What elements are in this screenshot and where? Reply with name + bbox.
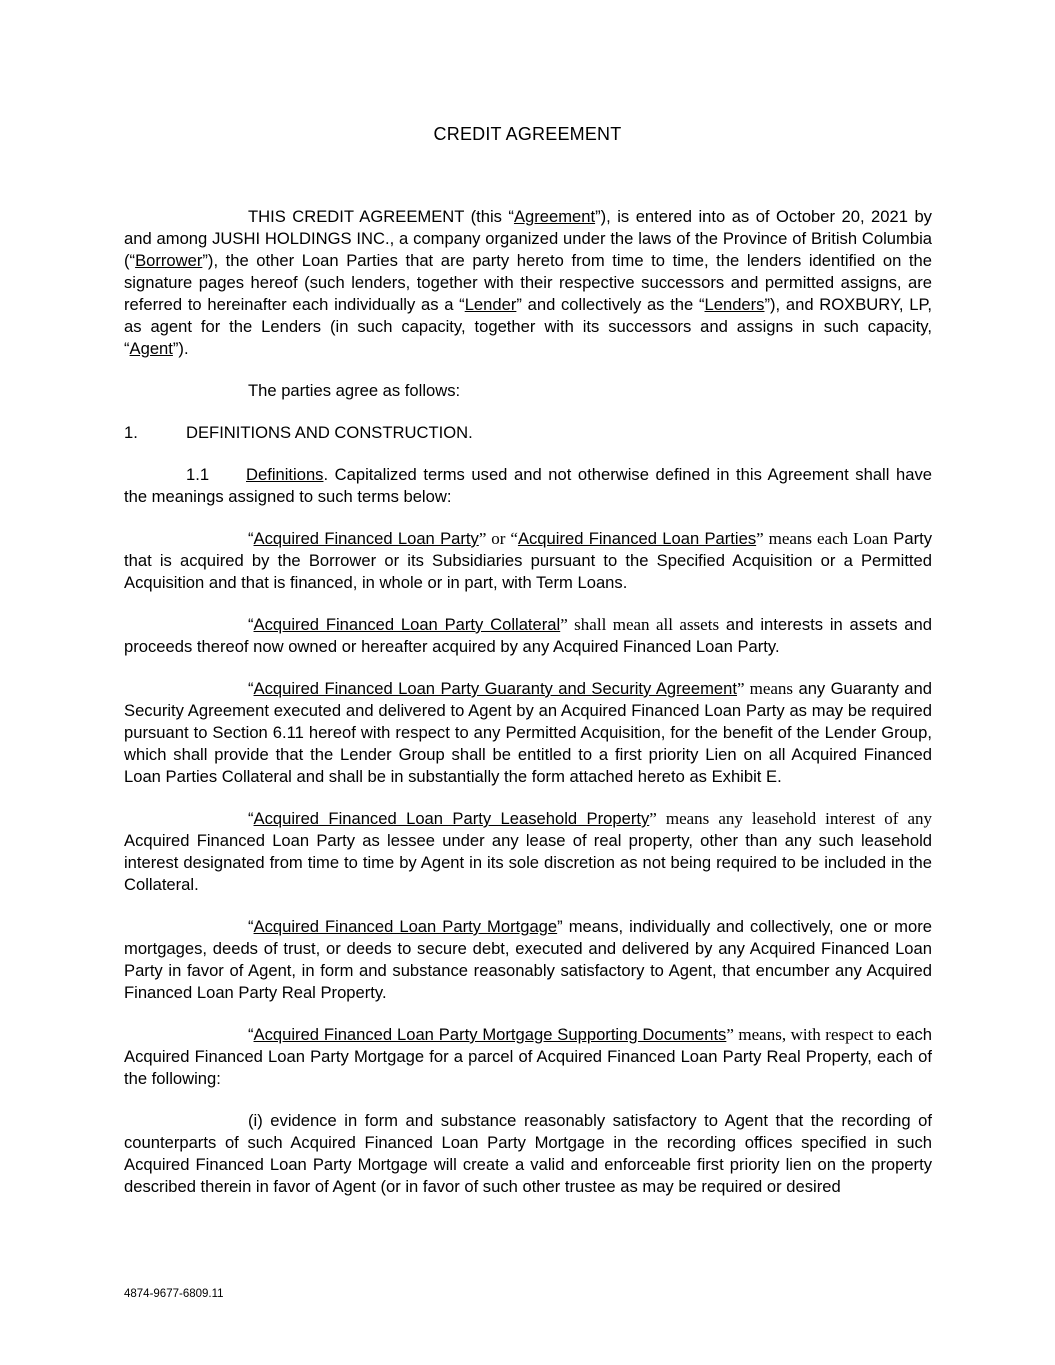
section-1-1-heading: Definitions: [246, 465, 324, 484]
parties-agree-text: The parties agree as follows:: [248, 381, 461, 400]
section-1-title: DEFINITIONS AND CONSTRUCTION.: [186, 423, 473, 442]
borrower-name: JUSHI HOLDINGS INC.: [212, 229, 390, 248]
document-id-footer: 4874-9677-6809.11: [124, 1288, 224, 1300]
defined-term: Acquired Financed Loan Parties: [517, 529, 757, 548]
term-lender: Lender: [464, 295, 517, 314]
definition-paragraph: “Acquired Financed Loan Party Mortgage Supporting Documents” means, with respect to each Acquired Financed Loan Party Mortgage for a parcel of Acquired Financed Loan Party Real Property, each of the following:: [124, 1025, 932, 1088]
definition-paragraph: “Acquired Financed Loan Party Leasehold Property” means any leasehold interest of any Acquired Financed Loan Party as lessee under any lease of real property, other than any such leasehold interest designated from time to time by Agent in its sole discretion as not being required to be included in the Collateral.: [124, 809, 933, 894]
section-1-number: 1.: [124, 423, 138, 442]
term-agreement: Agreement: [513, 207, 596, 226]
term-borrower: Borrower: [135, 251, 203, 270]
defined-term: Acquired Financed Loan Party Leasehold Property: [253, 809, 650, 828]
defined-term: Acquired Financed Loan Party: [253, 529, 479, 548]
document-body: [124, 206, 932, 1198]
section-1-heading: [124, 422, 932, 444]
section-1-1-paragraph: 1.1 Definitions. Capitalized terms used and not otherwise defined in this Agreement shall have the meanings assigned to such terms below:: [124, 465, 932, 506]
definition-paragraph: “Acquired Financed Loan Party Collateral” shall mean all assets and interests in assets and proceeds thereof now owned or hereafter acquired by any Acquired Financed Loan Party.: [124, 615, 932, 656]
definition-paragraph: “Acquired Financed Loan Party Mortgage” means, individually and collectively, one or more mortgages, deeds of trust, or deeds to secure debt, executed and delivered by any Acquired Financed Loan Party in favor of Agent, in form and substance reasonably satisfactory to Agent, that encumber any Acquired Financed Loan Party Real Property.: [124, 917, 932, 1002]
defined-term: Acquired Financed Loan Party Mortgage Supporting Documents: [253, 1025, 727, 1044]
defined-term: Acquired Financed Loan Party Guaranty and Security Agreement: [253, 679, 737, 698]
document-title: CREDIT AGREEMENT: [433, 124, 622, 144]
agent-name: ROXBURY, LP: [819, 295, 928, 314]
defined-term: Acquired Financed Loan Party Collateral: [253, 615, 561, 634]
definition-paragraph: “Acquired Financed Loan Party” or “Acquired Financed Loan Parties” means each Loan Party that is acquired by the Borrower or its Subsidiaries pursuant to the Specified Acquisition or a Permitted Acquisition and that is financed, in whole or in part, with Term Loans.: [124, 529, 933, 592]
intro-lead: THIS CREDIT AGREEMENT: [248, 207, 465, 226]
intro-paragraph: THIS CREDIT AGREEMENT (this “Agreement”), is entered into as of October 20, 2021 by and among JUSHI HOLDINGS INC., a company organized under the laws of the Province of British Columbia (“Borrower”), the other Loan Parties that are party hereto from time to time, the lenders identified on the signature pages hereof (such lenders, together with their respective successors and permitted assigns, are referred to hereinafter each individually as a “Lender” and collectively as the “Lenders”), and ROXBURY, LP, as agent for the Lenders (in such capacity, together with its successors and assigns in such capacity, “Agent”).: [124, 207, 932, 358]
term-lenders: Lenders: [704, 295, 765, 314]
defined-term: Acquired Financed Loan Party Mortgage: [253, 917, 558, 936]
section-1-1-number: 1.1: [186, 465, 210, 484]
term-agent: Agent: [129, 339, 173, 358]
definition-paragraph: “Acquired Financed Loan Party Guaranty and Security Agreement” means any Guaranty and Security Agreement executed and delivered to Agent by an Acquired Financed Loan Party as may be required pursuant to Section 6.11 hereof with respect to any Permitted Acquisition, for the benefit of the Lender Group, which shall provide that the Lender Group shall be entitled to a first priority Lien on all Acquired Financed Loan Parties Collateral and shall be in substantially the form attached hereto as Exhibit E.: [124, 679, 932, 786]
list-item-i: (i) evidence in form and substance reasonably satisfactory to Agent that the recording of counterparts of such Acquired Financed Loan Party Mortgage in the recording offices specified in such Acquired Financed Loan Party Mortgage will create a valid and enforceable first priority lien on the property described therein in favor of Agent (or in favor of such other trustee as may be required or desired: [124, 1111, 932, 1196]
